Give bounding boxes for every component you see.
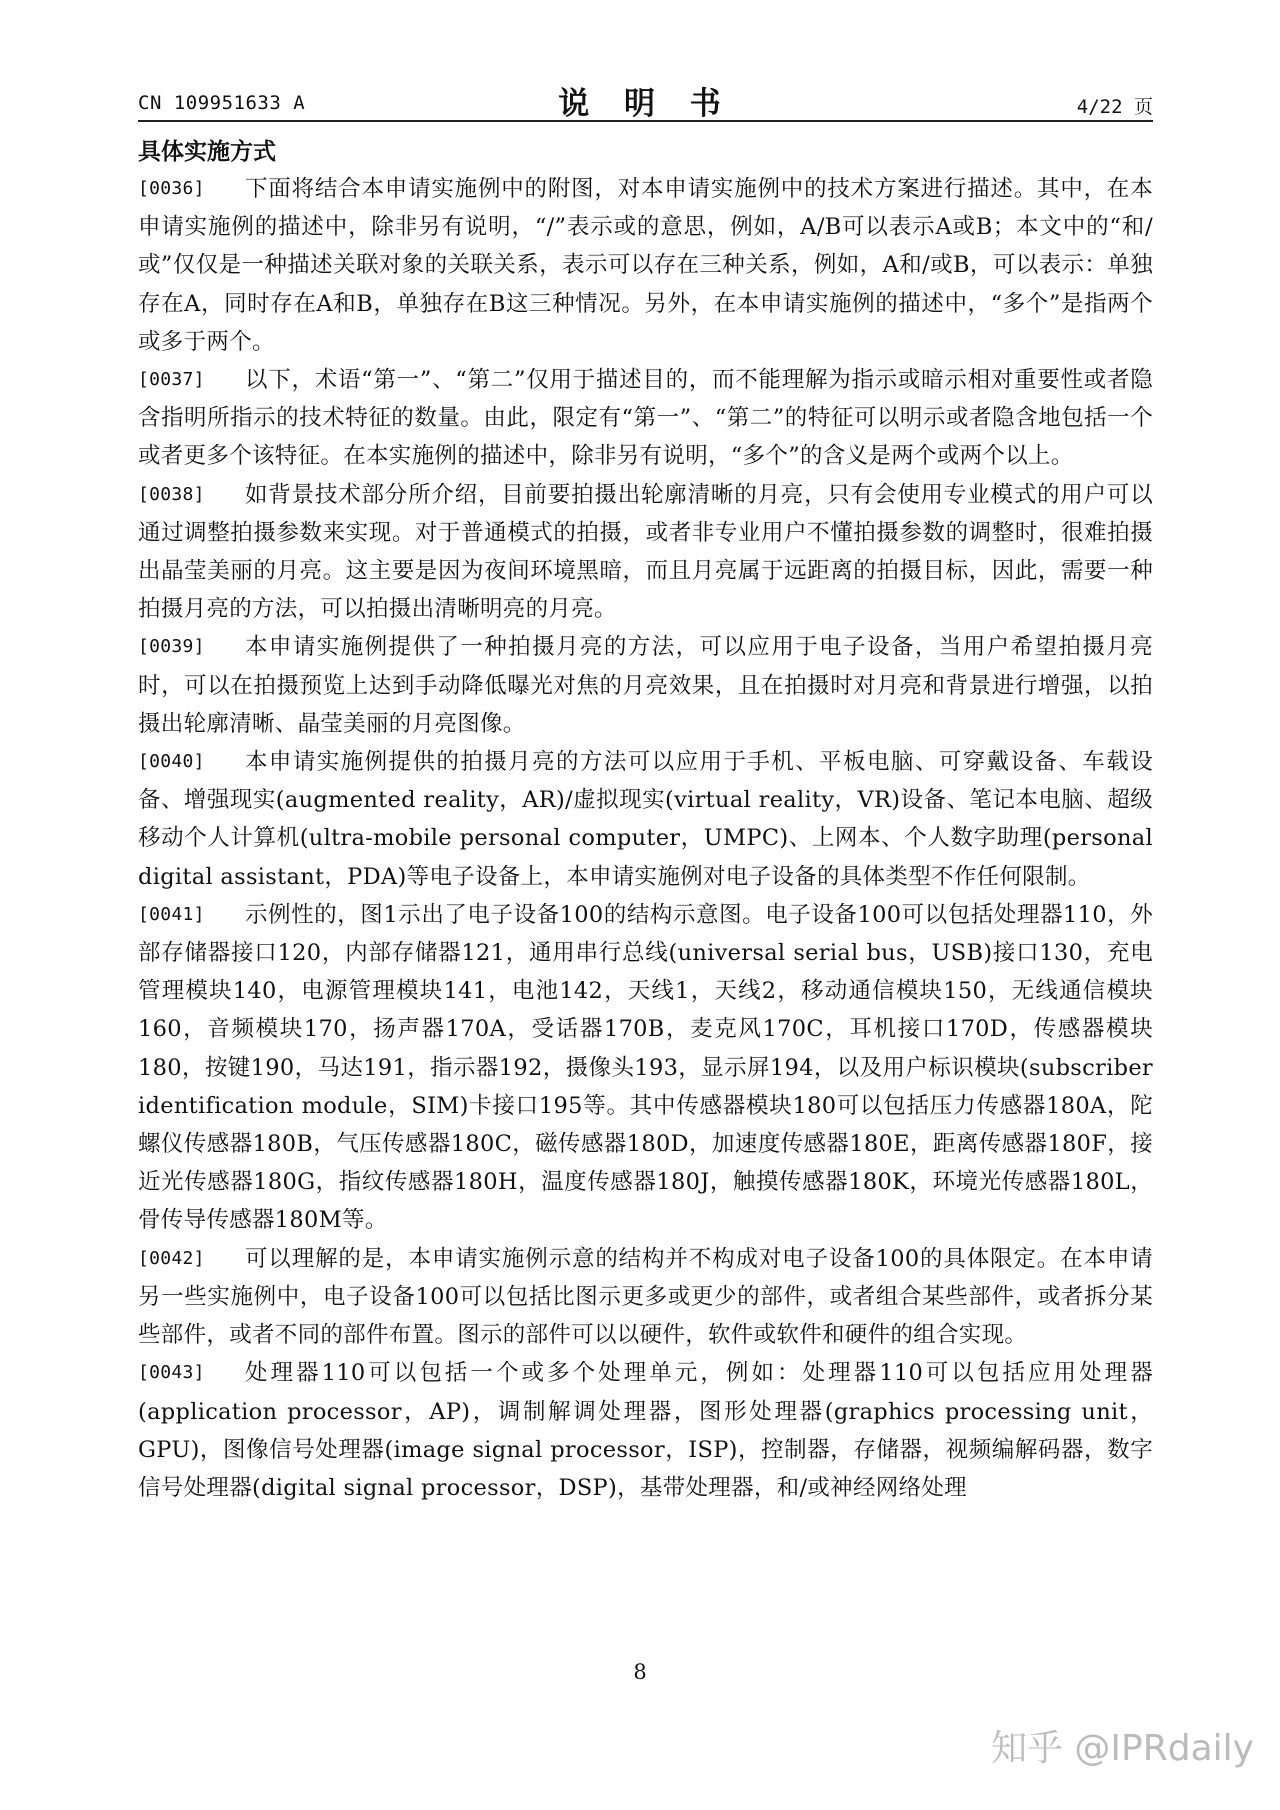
paragraph-number: [0037] xyxy=(138,369,205,391)
paragraph-text: 处理器110可以包括一个或多个处理单元，例如：处理器110可以包括应用处理器(application processor，AP)，调制解调处理器，图形处理器(graphics processing unit，GPU)，图像信号处理器(image signal processor，ISP)，控制器，存储器，视频编解码器，数字信号处理器(digital signal processor，DSP)，基带处理器，和/或神经网络处理 xyxy=(138,1360,1153,1501)
paragraph-0041 xyxy=(138,896,1153,1240)
paragraph-0040 xyxy=(138,743,1153,896)
paragraph-number: [0043] xyxy=(138,1362,205,1384)
paragraph-text: 本申请实施例提供的拍摄月亮的方法可以应用于手机、平板电脑、可穿戴设备、车载设备、增强现实(augmented reality，AR)/虚拟现实(virtual reality，VR)设备、笔记本电脑、超级移动个人计算机(ultra-mobile personal computer，UMPC)、上网本、个人数字助理(personal digital assistant，PDA)等电子设备上，本申请实施例对电子设备的具体类型不作任何限制。 xyxy=(138,749,1153,890)
page-of: 4/22 页 xyxy=(1076,96,1153,118)
page-number: 8 xyxy=(633,1660,647,1684)
paragraph-0038 xyxy=(138,476,1153,629)
paragraph-number: [0038] xyxy=(138,483,205,505)
header-rule xyxy=(138,120,1153,122)
paragraph-text: 可以理解的是，本申请实施例示意的结构并不构成对电子设备100的具体限定。在本申请另一些实施例中，电子设备100可以包括比图示更多或更少的部件，或者组合某些部件，或者拆分某些部件，或者不同的部件布置。图示的部件可以以硬件，软件或软件和硬件的组合实现。 xyxy=(138,1245,1153,1349)
paragraph-text: 本申请实施例提供了一种拍摄月亮的方法，可以应用于电子设备，当用户希望拍摄月亮时，可以在拍摄预览上达到手动降低曝光对焦的月亮效果，且在拍摄时对月亮和背景进行增强，以拍摄出轮廓清晰、晶莹美丽的月亮图像。 xyxy=(138,634,1153,737)
paragraph-number: [0039] xyxy=(138,636,205,658)
page-header xyxy=(138,78,1153,122)
paragraph-number: [0041] xyxy=(138,903,205,925)
paragraph-text: 示例性的，图1示出了电子设备100的结构示意图。电子设备100可以包括处理器110，外部存储器接口120，内部存储器121，通用串行总线(universal serial bus，USB)接口130，充电管理模块140，电源管理模块141，电池142，天线1，天线2，移动通信模块150，无线通信模块160，音频模块170，扬声器170A，受话器170B，麦克风170C，耳机接口170D，传感器模块180，按键190，马达191，指示器192，摄像头193，显示屏194，以及用户标识模块(subscriber identification module，SIM)卡接口195等。其中传感器模块180可以包括压力传感器180A，陀螺仪传感器180B，气压传感器180C，磁传感器180D，加速度传感器180E，距离传感器180F，接近光传感器180G，指纹传感器180H，温度传感器180J，触摸传感器180K，环境光传感器180L，骨传导传感器180M等。 xyxy=(138,901,1153,1234)
paragraph-text: 下面将结合本申请实施例中的附图，对本申请实施例中的技术方案进行描述。其中，在本申请实施例的描述中，除非另有说明，“/”表示或的意思，例如，A/B可以表示A或B；本文中的“和/或”仅仅是一种描述关联对象的关联关系，表示可以存在三种关系，例如，A和/或B，可以表示：单独存在A，同时存在A和B，单独存在B这三种情况。另外，在本申请实施例的描述中，“多个”是指两个或多于两个。 xyxy=(138,176,1153,355)
watermark: 知乎 @IPRdaily xyxy=(990,1728,1254,1769)
doc-title: 说 明 书 xyxy=(558,86,733,122)
paragraph-0042 xyxy=(138,1240,1153,1355)
paragraph-0039 xyxy=(138,628,1153,743)
paragraph-0037 xyxy=(138,361,1153,476)
paragraph-0036 xyxy=(138,170,1153,361)
document-body xyxy=(138,134,1153,1507)
paragraph-number: [0036] xyxy=(138,178,205,199)
paragraph-text: 以下，术语“第一”、“第二”仅用于描述目的，而不能理解为指示或暗示相对重要性或者隐含指明所指示的技术特征的数量。由此，限定有“第一”、“第二”的特征可以明示或者隐含地包括一个或者更多个该特征。在本实施例的描述中，除非另有说明，“多个”的含义是两个或两个以上。 xyxy=(138,367,1153,470)
paragraph-number: [0040] xyxy=(138,751,205,773)
paragraph-number: [0042] xyxy=(138,1247,205,1269)
paragraph-text: 如背景技术部分所介绍，目前要拍摄出轮廓清晰的月亮，只有会使用专业模式的用户可以通过调整拍摄参数来实现。对于普通模式的拍摄，或者非专业用户不懂拍摄参数的调整时，很难拍摄出晶莹美丽的月亮。这主要是因为夜间环境黑暗，而且月亮属于远距离的拍摄目标，因此，需要一种拍摄月亮的方法，可以拍摄出清晰明亮的月亮。 xyxy=(138,481,1153,623)
paragraph-0043 xyxy=(138,1354,1153,1507)
section-title: 具体实施方式 xyxy=(138,139,276,165)
doc-number: CN 109951633 A xyxy=(138,92,306,114)
